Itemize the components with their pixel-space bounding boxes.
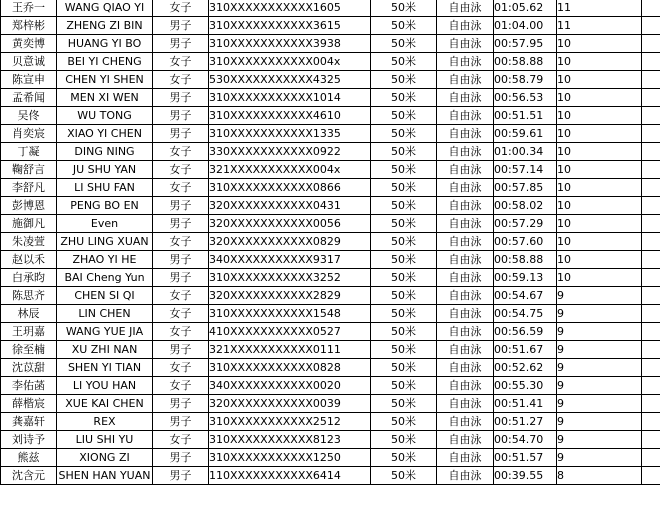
stroke-cell: 自由泳 [437,269,494,287]
id-number-cell: 340XXXXXXXXXXX9317 [209,251,371,269]
swimmer-name-cell: 刘诗予 [1,431,57,449]
stroke-cell: 自由泳 [437,35,494,53]
id-number-cell: 340XXXXXXXXXXX0020 [209,377,371,395]
id-number-cell: 310XXXXXXXXXXX1605 [209,0,371,17]
time-cell: 01:05.62 [494,0,557,17]
id-number-cell: 320XXXXXXXXXXX0431 [209,197,371,215]
swimmer-name-cell: 郑梓彬 [1,17,57,35]
stroke-cell: 自由泳 [437,377,494,395]
stroke-cell: 自由泳 [437,251,494,269]
empty-cell [642,467,660,485]
distance-cell: 50米 [371,287,437,305]
swimmer-pinyin-cell: SHEN YI TIAN [57,359,153,377]
empty-cell [642,431,660,449]
id-number-cell: 310XXXXXXXXXXX3252 [209,269,371,287]
swimmer-pinyin-cell: ZHAO YI HE [57,251,153,269]
swimmer-name-cell: 李佑菡 [1,377,57,395]
table-row [1,377,660,395]
time-cell: 00:57.95 [494,35,557,53]
distance-cell: 50米 [371,197,437,215]
age-cell: 9 [557,413,642,431]
empty-cell [642,161,660,179]
time-cell: 00:54.67 [494,287,557,305]
empty-cell [642,395,660,413]
distance-cell: 50米 [371,233,437,251]
empty-cell [642,251,660,269]
time-cell: 00:55.30 [494,377,557,395]
gender-cell: 女子 [153,53,209,71]
age-cell: 10 [557,197,642,215]
id-number-cell: 310XXXXXXXXXXX1335 [209,125,371,143]
distance-cell: 50米 [371,143,437,161]
empty-cell [642,449,660,467]
empty-cell [642,377,660,395]
stroke-cell: 自由泳 [437,17,494,35]
swimmer-pinyin-cell: PENG BO EN [57,197,153,215]
gender-cell: 女子 [153,323,209,341]
stroke-cell: 自由泳 [437,359,494,377]
age-cell: 10 [557,233,642,251]
swimmer-pinyin-cell: HUANG YI BO [57,35,153,53]
swimmer-name-cell: 李舒凡 [1,179,57,197]
distance-cell: 50米 [371,35,437,53]
time-cell: 00:51.57 [494,449,557,467]
swimmer-pinyin-cell: REX [57,413,153,431]
stroke-cell: 自由泳 [437,341,494,359]
stroke-cell: 自由泳 [437,125,494,143]
empty-cell [642,197,660,215]
swimmer-pinyin-cell: XIONG ZI [57,449,153,467]
empty-cell [642,71,660,89]
age-cell: 10 [557,89,642,107]
gender-cell: 女子 [153,359,209,377]
id-number-cell: 310XXXXXXXXXXX1250 [209,449,371,467]
table-row [1,431,660,449]
id-number-cell: 310XXXXXXXXXXX1548 [209,305,371,323]
swimmer-pinyin-cell: XUE KAI CHEN [57,395,153,413]
empty-cell [642,341,660,359]
swimmer-name-cell: 贝意诚 [1,53,57,71]
table-row [1,359,660,377]
time-cell: 00:51.51 [494,107,557,125]
id-number-cell: 310XXXXXXXXXXX4610 [209,107,371,125]
empty-cell [642,215,660,233]
id-number-cell: 530XXXXXXXXXXX4325 [209,71,371,89]
id-number-cell: 330XXXXXXXXXXX0922 [209,143,371,161]
time-cell: 00:56.59 [494,323,557,341]
distance-cell: 50米 [371,0,437,17]
id-number-cell: 320XXXXXXXXXXX0829 [209,233,371,251]
distance-cell: 50米 [371,341,437,359]
distance-cell: 50米 [371,251,437,269]
time-cell: 00:52.62 [494,359,557,377]
distance-cell: 50米 [371,467,437,485]
swimmer-name-cell: 黄奕博 [1,35,57,53]
time-cell: 00:54.70 [494,431,557,449]
age-cell: 11 [557,0,642,17]
table-row [1,197,660,215]
swimmer-pinyin-cell: XU ZHI NAN [57,341,153,359]
swimmer-pinyin-cell: LIN CHEN [57,305,153,323]
time-cell: 00:57.60 [494,233,557,251]
swimmer-pinyin-cell: JU SHU YAN [57,161,153,179]
stroke-cell: 自由泳 [437,89,494,107]
table-row [1,287,660,305]
swimmer-name-cell: 朱凌萱 [1,233,57,251]
id-number-cell: 321XXXXXXXXXXX0111 [209,341,371,359]
time-cell: 00:58.02 [494,197,557,215]
table-row [1,467,660,485]
table-row [1,35,660,53]
age-cell: 11 [557,17,642,35]
distance-cell: 50米 [371,17,437,35]
age-cell: 10 [557,107,642,125]
distance-cell: 50米 [371,359,437,377]
swimmer-pinyin-cell: CHEN SI QI [57,287,153,305]
swimmer-name-cell: 沈苡甜 [1,359,57,377]
table-row [1,125,660,143]
stroke-cell: 自由泳 [437,431,494,449]
gender-cell: 女子 [153,143,209,161]
age-cell: 9 [557,305,642,323]
id-number-cell: 320XXXXXXXXXXX2829 [209,287,371,305]
time-cell: 00:58.79 [494,71,557,89]
empty-cell [642,143,660,161]
time-cell: 00:51.67 [494,341,557,359]
time-cell: 00:58.88 [494,53,557,71]
age-cell: 9 [557,449,642,467]
distance-cell: 50米 [371,413,437,431]
age-cell: 9 [557,395,642,413]
age-cell: 10 [557,35,642,53]
swimmer-name-cell: 沈含元 [1,467,57,485]
stroke-cell: 自由泳 [437,467,494,485]
distance-cell: 50米 [371,89,437,107]
swimmer-name-cell: 彭博恩 [1,197,57,215]
swimmer-pinyin-cell: WU TONG [57,107,153,125]
empty-cell [642,413,660,431]
gender-cell: 女子 [153,377,209,395]
id-number-cell: 310XXXXXXXXXXX0866 [209,179,371,197]
stroke-cell: 自由泳 [437,215,494,233]
distance-cell: 50米 [371,323,437,341]
distance-cell: 50米 [371,377,437,395]
id-number-cell: 320XXXXXXXXXXX0039 [209,395,371,413]
gender-cell: 男子 [153,89,209,107]
age-cell: 9 [557,287,642,305]
age-cell: 9 [557,359,642,377]
stroke-cell: 自由泳 [437,0,494,17]
swimmer-name-cell: 丁凝 [1,143,57,161]
table-row [1,143,660,161]
swimmer-name-cell: 王玥嘉 [1,323,57,341]
distance-cell: 50米 [371,449,437,467]
stroke-cell: 自由泳 [437,323,494,341]
table-row [1,89,660,107]
gender-cell: 女子 [153,305,209,323]
swimmer-name-cell: 施御凡 [1,215,57,233]
time-cell: 00:57.14 [494,161,557,179]
distance-cell: 50米 [371,179,437,197]
table-row [1,17,660,35]
id-number-cell: 321XXXXXXXXXXX004x [209,161,371,179]
distance-cell: 50米 [371,71,437,89]
swimmer-name-cell: 龚嘉轩 [1,413,57,431]
time-cell: 00:59.61 [494,125,557,143]
time-cell: 00:54.75 [494,305,557,323]
distance-cell: 50米 [371,431,437,449]
id-number-cell: 310XXXXXXXXXXX3615 [209,17,371,35]
gender-cell: 女子 [153,0,209,17]
empty-cell [642,53,660,71]
empty-cell [642,179,660,197]
gender-cell: 男子 [153,269,209,287]
empty-cell [642,125,660,143]
stroke-cell: 自由泳 [437,71,494,89]
time-cell: 01:04.00 [494,17,557,35]
table-row [1,269,660,287]
id-number-cell: 110XXXXXXXXXXX6414 [209,467,371,485]
swimmer-pinyin-cell: MEN XI WEN [57,89,153,107]
swimmer-pinyin-cell: ZHENG ZI BIN [57,17,153,35]
distance-cell: 50米 [371,215,437,233]
distance-cell: 50米 [371,107,437,125]
age-cell: 10 [557,71,642,89]
id-number-cell: 310XXXXXXXXXXX004x [209,53,371,71]
empty-cell [642,35,660,53]
empty-cell [642,107,660,125]
gender-cell: 女子 [153,431,209,449]
swimmer-pinyin-cell: BEI YI CHENG [57,53,153,71]
time-cell: 00:58.88 [494,251,557,269]
table-row [1,179,660,197]
stroke-cell: 自由泳 [437,197,494,215]
id-number-cell: 310XXXXXXXXXXX2512 [209,413,371,431]
time-cell: 00:57.29 [494,215,557,233]
gender-cell: 男子 [153,395,209,413]
age-cell: 10 [557,215,642,233]
id-number-cell: 310XXXXXXXXXXX3938 [209,35,371,53]
table-row [1,53,660,71]
gender-cell: 女子 [153,161,209,179]
gender-cell: 男子 [153,251,209,269]
swimmer-name-cell: 熊兹 [1,449,57,467]
swimmer-name-cell: 林辰 [1,305,57,323]
gender-cell: 男子 [153,467,209,485]
gender-cell: 男子 [153,215,209,233]
swimmer-name-cell: 鞠舒言 [1,161,57,179]
table-row [1,161,660,179]
empty-cell [642,0,660,17]
swimmer-pinyin-cell: BAI Cheng Yun [57,269,153,287]
swimmer-name-cell: 吴佟 [1,107,57,125]
table-row [1,305,660,323]
id-number-cell: 310XXXXXXXXXXX0828 [209,359,371,377]
empty-cell [642,89,660,107]
swimmer-name-cell: 赵以禾 [1,251,57,269]
id-number-cell: 320XXXXXXXXXXX0056 [209,215,371,233]
swimmer-name-cell: 徐至楠 [1,341,57,359]
distance-cell: 50米 [371,53,437,71]
swimmer-pinyin-cell: LIU SHI YU [57,431,153,449]
swimmer-pinyin-cell: XIAO YI CHEN [57,125,153,143]
gender-cell: 男子 [153,17,209,35]
empty-cell [642,359,660,377]
distance-cell: 50米 [371,269,437,287]
roster-body [1,0,660,485]
time-cell: 01:00.34 [494,143,557,161]
age-cell: 10 [557,269,642,287]
stroke-cell: 自由泳 [437,395,494,413]
swimmer-name-cell: 肖奕宸 [1,125,57,143]
swimmer-pinyin-cell: WANG QIAO YI [57,0,153,17]
empty-cell [642,17,660,35]
age-cell: 9 [557,341,642,359]
table-row [1,323,660,341]
swimmer-pinyin-cell: LI SHU FAN [57,179,153,197]
table-row [1,233,660,251]
table-row [1,215,660,233]
swimmer-pinyin-cell: WANG YUE JIA [57,323,153,341]
id-number-cell: 410XXXXXXXXXXX0527 [209,323,371,341]
distance-cell: 50米 [371,305,437,323]
time-cell: 00:59.13 [494,269,557,287]
time-cell: 00:57.85 [494,179,557,197]
stroke-cell: 自由泳 [437,413,494,431]
stroke-cell: 自由泳 [437,233,494,251]
stroke-cell: 自由泳 [437,305,494,323]
empty-cell [642,233,660,251]
empty-cell [642,305,660,323]
table-row [1,341,660,359]
swimmer-name-cell: 薛楷宸 [1,395,57,413]
stroke-cell: 自由泳 [437,143,494,161]
table-row [1,395,660,413]
swimmer-pinyin-cell: SHEN HAN YUAN [57,467,153,485]
stroke-cell: 自由泳 [437,107,494,125]
swimmer-name-cell: 陈思齐 [1,287,57,305]
age-cell: 10 [557,179,642,197]
gender-cell: 男子 [153,413,209,431]
time-cell: 00:39.55 [494,467,557,485]
swimmer-name-cell: 白承昀 [1,269,57,287]
gender-cell: 女子 [153,71,209,89]
stroke-cell: 自由泳 [437,449,494,467]
gender-cell: 女子 [153,287,209,305]
gender-cell: 男子 [153,197,209,215]
age-cell: 10 [557,143,642,161]
swimmer-pinyin-cell: ZHU LING XUAN [57,233,153,251]
gender-cell: 男子 [153,341,209,359]
table-row [1,71,660,89]
gender-cell: 女子 [153,179,209,197]
distance-cell: 50米 [371,125,437,143]
age-cell: 10 [557,161,642,179]
age-cell: 10 [557,125,642,143]
table-row [1,413,660,431]
distance-cell: 50米 [371,161,437,179]
table-row [1,251,660,269]
id-number-cell: 310XXXXXXXXXXX8123 [209,431,371,449]
id-number-cell: 310XXXXXXXXXXX1014 [209,89,371,107]
swimmer-name-cell: 陈宣申 [1,71,57,89]
gender-cell: 男子 [153,107,209,125]
age-cell: 9 [557,431,642,449]
table-row [1,449,660,467]
empty-cell [642,287,660,305]
stroke-cell: 自由泳 [437,179,494,197]
gender-cell: 男子 [153,125,209,143]
time-cell: 00:51.41 [494,395,557,413]
swimmer-pinyin-cell: CHEN YI SHEN [57,71,153,89]
time-cell: 00:51.27 [494,413,557,431]
empty-cell [642,269,660,287]
distance-cell: 50米 [371,395,437,413]
gender-cell: 男子 [153,35,209,53]
table-row [1,107,660,125]
stroke-cell: 自由泳 [437,161,494,179]
swimmer-name-cell: 孟希闻 [1,89,57,107]
swimmer-pinyin-cell: DING NING [57,143,153,161]
age-cell: 10 [557,251,642,269]
stroke-cell: 自由泳 [437,287,494,305]
gender-cell: 女子 [153,233,209,251]
age-cell: 10 [557,53,642,71]
swimmer-pinyin-cell: Even [57,215,153,233]
gender-cell: 男子 [153,449,209,467]
age-cell: 9 [557,377,642,395]
age-cell: 8 [557,467,642,485]
stroke-cell: 自由泳 [437,53,494,71]
swimmer-name-cell: 王乔一 [1,0,57,17]
empty-cell [642,323,660,341]
table-row [1,0,660,17]
age-cell: 9 [557,323,642,341]
swimmer-pinyin-cell: LI YOU HAN [57,377,153,395]
time-cell: 00:56.53 [494,89,557,107]
